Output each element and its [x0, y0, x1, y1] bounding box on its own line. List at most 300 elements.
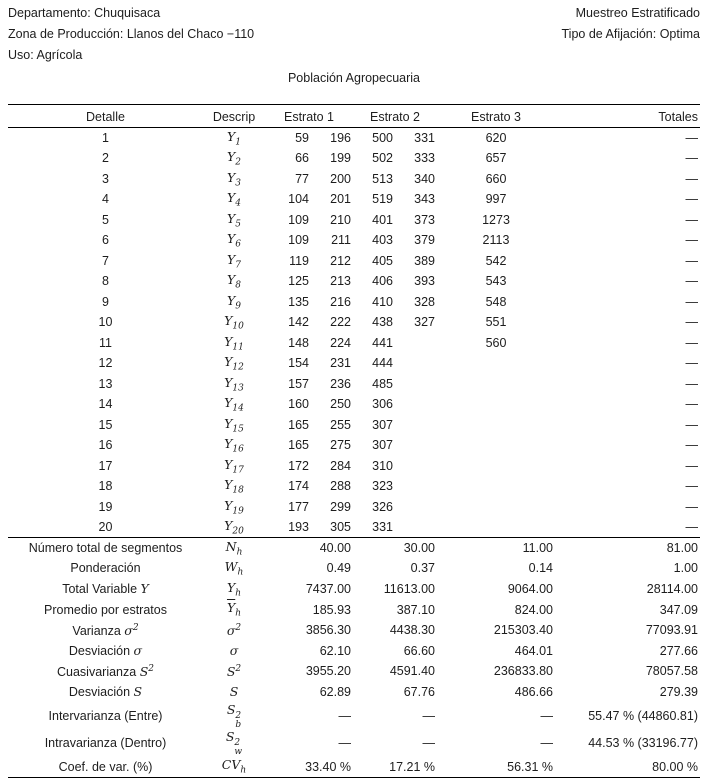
cell-descrip	[203, 476, 265, 497]
cell-estrato3	[437, 374, 555, 395]
cell-descrip	[203, 210, 265, 231]
cell-estrato3	[437, 394, 555, 415]
overbar: $\overline{Y}$	[226, 600, 236, 616]
data-rows	[8, 128, 700, 538]
math-symbol: S	[229, 684, 239, 700]
cell-detalle: 5	[102, 212, 109, 227]
header-right-block	[562, 3, 701, 66]
cell-estrato2-b: 343	[414, 192, 435, 207]
cell-estrato1-b: 288	[330, 479, 351, 494]
cell-estrato2-b: 389	[414, 253, 435, 268]
cell-estrato2-a: 310	[372, 458, 393, 473]
table-row	[8, 128, 700, 149]
cell-estrato2-b	[395, 353, 437, 374]
col-header-estrato3: Estrato 3	[437, 105, 555, 128]
cell-estrato1-b: 213	[330, 274, 351, 289]
cell-estrato3	[437, 435, 555, 456]
cell-estrato1-a: 172	[288, 458, 309, 473]
cell-estrato1-b: 231	[330, 356, 351, 371]
cell-estrato2-b	[395, 497, 437, 518]
cell-detalle: 2	[102, 151, 109, 166]
cell-estrato2-a: 444	[372, 356, 393, 371]
cell-estrato1-a: 174	[288, 479, 309, 494]
math-symbol: $S^2$	[139, 663, 154, 679]
cell-estrato2-b: 327	[414, 315, 435, 330]
cell-estrato2-b: 331	[414, 131, 435, 145]
math-symbol: σ	[133, 643, 143, 659]
cell-estrato2-a: 405	[372, 253, 393, 268]
col-header-descrip: Descrip	[203, 105, 265, 128]
math-symbol: $Y_{17}$	[224, 456, 244, 475]
cell-totales: 28114.00	[646, 581, 698, 596]
math-symbol: $\overline{Y}_h$	[226, 600, 242, 619]
cell-estrato3: —	[540, 708, 553, 723]
col-header-estrato1: Estrato 1	[265, 105, 353, 128]
math-symbol: $\sigma^2$	[124, 622, 139, 638]
math-symbol: $Y_2$	[227, 149, 241, 168]
cell-descrip	[203, 599, 265, 620]
math-symbol: $Y_4$	[227, 190, 241, 209]
table-row	[8, 476, 700, 497]
cell-totales: 1.00	[673, 561, 698, 576]
cell-estrato2-a: 485	[372, 376, 393, 391]
cell-descrip	[203, 230, 265, 251]
cell-estrato1-b: 236	[330, 376, 351, 391]
cell-estrato1: 62.89	[319, 684, 351, 699]
cell-descrip	[203, 189, 265, 210]
cell-estrato2-a: 326	[372, 499, 393, 514]
cell-estrato1-a: 125	[288, 274, 309, 289]
cell-estrato1-a: 177	[288, 499, 309, 514]
cell-estrato3	[437, 456, 555, 477]
cell-estrato2: 30.00	[353, 538, 437, 559]
departamento-line: Departamento: Chuquisaca	[8, 6, 161, 20]
cell-estrato1: —	[338, 708, 351, 723]
cell-totales: 44.53 % (33196.77)	[588, 735, 698, 750]
cell-totales: —	[685, 212, 698, 227]
cell-estrato2-a: 401	[372, 212, 393, 227]
cell-estrato3: 464.01	[514, 643, 553, 658]
cell-estrato1-a: 193	[288, 520, 309, 534]
cell-estrato1-b: 305	[330, 520, 351, 534]
cell-estrato1-a: 66	[295, 151, 309, 166]
cell-estrato3: 543	[485, 274, 507, 289]
cell-estrato3: 620	[485, 131, 507, 145]
cell-descrip	[203, 128, 265, 149]
cell-estrato2-a: 331	[372, 520, 393, 534]
cell-estrato3	[437, 415, 555, 436]
cell-totales: 81.00	[555, 538, 700, 559]
summary-row	[8, 702, 700, 729]
math-symbol: $Y_{12}$	[224, 354, 244, 373]
cell-descrip	[203, 435, 265, 456]
cell-estrato1: 7437.00	[305, 581, 351, 596]
poblacion-agropecuaria-table	[8, 104, 700, 778]
cell-totales: 77093.91	[645, 623, 698, 638]
cell-estrato1-b: 200	[330, 171, 351, 186]
cell-estrato2-b	[395, 435, 437, 456]
cell-estrato1: 3955.20	[305, 664, 351, 679]
cell-estrato2: —	[422, 735, 435, 750]
cell-totales: 80.00 %	[555, 757, 700, 778]
table-row	[8, 230, 700, 251]
cell-summary-label: Intravarianza (Dentro)	[44, 735, 167, 750]
cell-estrato1: 0.49	[326, 561, 351, 576]
zona-produccion-line: Zona de Producción: Llanos del Chaco −110	[8, 27, 255, 41]
table-row	[8, 415, 700, 436]
cell-estrato1-a: 154	[288, 356, 309, 371]
cell-totales: —	[685, 294, 698, 309]
cell-estrato1-b: 275	[330, 438, 351, 453]
cell-estrato2-a: 306	[372, 397, 393, 412]
math-symbol: $Y_7$	[227, 251, 241, 270]
cell-totales: —	[685, 171, 698, 186]
cell-descrip	[203, 558, 265, 579]
cell-descrip	[203, 353, 265, 374]
summary-row	[8, 579, 700, 600]
summary-row	[8, 558, 700, 579]
cell-estrato2-b	[395, 517, 437, 538]
cell-estrato3	[437, 517, 555, 538]
cell-estrato1: 33.40 %	[265, 757, 353, 778]
cell-totales: —	[685, 151, 698, 166]
cell-estrato1-b: 199	[330, 151, 351, 166]
table-row	[8, 148, 700, 169]
math-symbol: $Y_{18}$	[224, 477, 244, 496]
cell-estrato2: 17.21 %	[353, 757, 437, 778]
cell-estrato3: 542	[485, 253, 507, 268]
cell-estrato2-b	[395, 456, 437, 477]
cell-totales: 279.39	[659, 684, 698, 699]
cell-estrato3: 2113	[482, 233, 510, 248]
cell-estrato1-b: 212	[330, 253, 351, 268]
col-header-estrato2: Estrato 2	[353, 105, 437, 128]
math-symbol: Y	[140, 581, 149, 597]
cell-estrato3	[437, 476, 555, 497]
cell-estrato2-a: 307	[372, 417, 393, 432]
cell-estrato1-a: 109	[288, 233, 309, 248]
summary-row	[8, 757, 700, 778]
cell-descrip	[203, 333, 265, 354]
table-row	[8, 353, 700, 374]
cell-totales: —	[685, 458, 698, 473]
cell-estrato2-a: 441	[372, 335, 393, 350]
cell-estrato3: 548	[485, 294, 507, 309]
cell-detalle: 6	[102, 233, 109, 248]
table-row	[8, 271, 700, 292]
cell-estrato2: 387.10	[396, 602, 435, 617]
cell-totales: —	[685, 376, 698, 391]
cell-descrip	[203, 169, 265, 190]
cell-estrato2: 67.76	[403, 684, 435, 699]
math-symbol: $\sigma^2$	[226, 622, 242, 638]
cell-totales: —	[685, 520, 698, 534]
summary-row	[8, 620, 700, 641]
math-symbol: $N_h$	[225, 538, 243, 558]
summary-row	[8, 640, 700, 661]
cell-estrato3: 660	[485, 171, 507, 186]
cell-summary-label: Varianza $\sigma^2$	[72, 622, 139, 638]
cell-estrato2-b	[395, 476, 437, 497]
math-symbol: $Y_1$	[227, 128, 241, 148]
cell-estrato1-b: 224	[330, 335, 351, 350]
cell-estrato2-a: 438	[372, 315, 393, 330]
cell-estrato2-a: 513	[372, 171, 393, 186]
math-symbol: $Y_{14}$	[224, 395, 244, 414]
cell-estrato3: 1273	[482, 212, 510, 227]
cell-estrato3: 486.66	[514, 684, 553, 699]
cell-estrato1-a: 157	[288, 376, 309, 391]
table-row	[8, 456, 700, 477]
cell-detalle: 7	[102, 253, 109, 268]
cell-estrato1: 185.93	[312, 602, 351, 617]
table-row	[8, 333, 700, 354]
cell-estrato1-a: 142	[288, 315, 309, 330]
cell-totales: —	[685, 335, 698, 350]
cell-descrip	[203, 661, 265, 682]
cell-totales: —	[685, 397, 698, 412]
cell-estrato3: —	[540, 735, 553, 750]
cell-detalle: 10	[98, 315, 113, 330]
cell-estrato2-b	[395, 374, 437, 395]
table-row	[8, 435, 700, 456]
cell-descrip	[203, 620, 265, 641]
cell-descrip	[203, 702, 265, 729]
cell-descrip	[203, 415, 265, 436]
cell-estrato1: 40.00	[265, 538, 353, 559]
cell-descrip	[203, 682, 265, 703]
cell-estrato2-a: 519	[372, 192, 393, 207]
cell-estrato2-a: 500	[372, 131, 393, 145]
cell-estrato3: 0.14	[528, 561, 553, 576]
cell-estrato2: 11613.00	[383, 581, 435, 596]
cell-detalle: 4	[102, 192, 109, 207]
math-symbol: S 2 w	[225, 729, 243, 757]
cell-estrato1-b: 210	[330, 212, 351, 227]
table-row	[8, 374, 700, 395]
cell-totales: 347.09	[659, 602, 698, 617]
summary-row	[8, 538, 700, 559]
math-symbol: $Y_9$	[227, 292, 241, 311]
table-row	[8, 251, 700, 272]
cell-estrato2-b: 340	[414, 171, 435, 186]
cell-estrato1-a: 165	[288, 438, 309, 453]
cell-detalle: 20	[98, 520, 113, 534]
cell-estrato2-b: 379	[414, 233, 435, 248]
cell-descrip	[203, 497, 265, 518]
cell-estrato3: 236833.80	[493, 664, 553, 679]
cell-estrato3: 11.00	[437, 538, 555, 559]
table-title: Población Agropecuaria	[287, 71, 421, 85]
cell-totales: —	[685, 499, 698, 514]
cell-detalle: 8	[102, 274, 109, 289]
cell-summary-label: Promedio por estratos	[44, 602, 167, 617]
cell-estrato3	[437, 497, 555, 518]
muestreo-line: Muestreo Estratificado	[575, 6, 700, 20]
math-symbol: $Y_{11}$	[224, 333, 244, 352]
cell-totales: —	[685, 192, 698, 207]
cell-estrato1-b: 222	[330, 315, 351, 330]
math-symbol: $Y_h$	[226, 579, 242, 599]
cell-estrato1: —	[338, 735, 351, 750]
cell-estrato2: —	[422, 708, 435, 723]
math-symbol: S 2 b	[226, 702, 242, 730]
uso-line: Uso: Agrícola	[8, 48, 83, 62]
cell-estrato1-a: 135	[288, 294, 309, 309]
cell-summary-label: Intervarianza (Entre)	[48, 708, 163, 723]
cell-descrip	[203, 456, 265, 477]
math-symbol: $S^2$	[226, 663, 242, 679]
cell-descrip	[203, 312, 265, 333]
cell-estrato1-b: 216	[330, 294, 351, 309]
cell-estrato2-a: 403	[372, 233, 393, 248]
math-symbol: $Y_5$	[227, 210, 241, 229]
cell-totales: —	[685, 274, 698, 289]
cell-detalle: 12	[98, 356, 113, 371]
math-symbol: S	[133, 684, 143, 700]
cell-descrip	[203, 640, 265, 661]
cell-descrip	[203, 579, 265, 600]
table-row	[8, 210, 700, 231]
cell-detalle: 1	[102, 131, 109, 145]
cell-descrip	[203, 251, 265, 272]
cell-descrip	[203, 292, 265, 313]
cell-totales: —	[685, 356, 698, 371]
table-row	[8, 312, 700, 333]
summary-rows	[8, 538, 700, 778]
cell-totales: —	[685, 131, 698, 145]
cell-estrato3: 9064.00	[507, 581, 553, 596]
cell-totales: —	[685, 233, 698, 248]
cell-estrato2-b	[395, 415, 437, 436]
cell-estrato1-b: 250	[330, 397, 351, 412]
cell-estrato3: 56.31 %	[437, 757, 555, 778]
math-symbol: $Y_{20}$	[224, 517, 244, 537]
cell-estrato1: 62.10	[319, 643, 351, 658]
cell-detalle: 9	[102, 294, 109, 309]
math-symbol: $CV_h$	[221, 757, 247, 776]
cell-totales: 55.47 % (44860.81)	[588, 708, 698, 723]
math-symbol: $Y_6$	[227, 231, 241, 250]
math-symbol: $Y_{13}$	[224, 374, 244, 393]
cell-estrato1-a: 77	[295, 171, 309, 186]
summary-row	[8, 661, 700, 682]
cell-detalle: 16	[98, 438, 113, 453]
cell-descrip	[203, 538, 265, 559]
header-left-block	[8, 3, 254, 66]
math-symbol: $Y_{15}$	[224, 415, 244, 434]
cell-descrip	[203, 271, 265, 292]
cell-totales: —	[685, 417, 698, 432]
cell-totales: —	[685, 479, 698, 494]
cell-estrato2-b	[395, 394, 437, 415]
cell-summary-label: Total Variable Y	[62, 581, 149, 597]
cell-estrato2-a: 406	[372, 274, 393, 289]
math-symbol: $Y_3$	[227, 169, 241, 188]
cell-estrato2-b: 333	[414, 151, 435, 166]
cell-estrato1-a: 160	[288, 397, 309, 412]
cell-detalle: 18	[98, 479, 113, 494]
cell-estrato2-b: 373	[414, 212, 435, 227]
cell-estrato3: 551	[485, 315, 507, 330]
cell-summary-label: Ponderación	[70, 561, 141, 576]
document-header	[0, 0, 708, 66]
table-row	[8, 517, 700, 538]
cell-estrato2-a: 323	[372, 479, 393, 494]
cell-estrato2-a: 307	[372, 438, 393, 453]
cell-descrip	[203, 394, 265, 415]
cell-estrato1-a: 119	[289, 253, 309, 268]
cell-estrato1-b: 299	[330, 499, 351, 514]
cell-estrato1-a: 59	[295, 131, 309, 145]
cell-estrato2-b: 328	[414, 294, 435, 309]
table-row	[8, 497, 700, 518]
table-head	[8, 105, 700, 128]
cell-summary-label: Desviación S	[68, 684, 143, 700]
cell-descrip	[203, 374, 265, 395]
cell-estrato3	[437, 353, 555, 374]
cell-detalle: 14	[98, 397, 113, 412]
cell-detalle: 13	[98, 376, 113, 391]
afijacion-line: Tipo de Afijación: Optima	[561, 27, 700, 41]
table-row	[8, 189, 700, 210]
math-symbol: σ	[229, 643, 239, 659]
summary-row	[8, 682, 700, 703]
cell-estrato2-b	[395, 333, 437, 354]
cell-estrato2: 4591.40	[389, 664, 435, 679]
cell-estrato3: 560	[485, 335, 507, 350]
cell-summary-label: Coef. de var. (%)	[8, 757, 203, 778]
table-row	[8, 169, 700, 190]
cell-descrip	[203, 757, 265, 778]
cell-totales: —	[685, 253, 698, 268]
math-symbol: $Y_{19}$	[224, 497, 244, 516]
sup-sub-stack: 2 w	[234, 738, 243, 757]
cell-estrato1-b: 201	[330, 192, 351, 207]
cell-estrato1-b: 255	[330, 417, 351, 432]
cell-estrato3: 997	[485, 192, 507, 207]
cell-estrato1-a: 148	[288, 335, 309, 350]
cell-descrip	[203, 517, 265, 538]
sup-sub-stack: 2 b	[235, 711, 242, 730]
cell-estrato2-a: 502	[372, 151, 393, 166]
cell-estrato1-b: 211	[331, 233, 351, 248]
math-symbol: $W_h$	[224, 559, 244, 578]
cell-descrip	[203, 729, 265, 756]
cell-estrato1-b: 196	[330, 131, 351, 145]
cell-detalle: 17	[98, 458, 113, 473]
cell-estrato1-a: 109	[288, 212, 309, 227]
cell-totales: 78057.58	[645, 664, 698, 679]
cell-estrato1-a: 165	[288, 417, 309, 432]
cell-totales: —	[685, 438, 698, 453]
cell-detalle: 15	[98, 417, 113, 432]
table-row	[8, 292, 700, 313]
cell-descrip	[203, 148, 265, 169]
cell-totales: 277.66	[659, 643, 698, 658]
cell-estrato2-a: 410	[372, 294, 393, 309]
cell-summary-label: Desviación σ	[68, 643, 143, 659]
cell-detalle: 19	[98, 499, 113, 514]
col-header-totales: Totales	[555, 105, 700, 128]
col-header-detalle: Detalle	[8, 105, 203, 128]
header-row	[8, 105, 700, 128]
summary-row	[8, 599, 700, 620]
cell-estrato3: 215303.40	[493, 623, 553, 638]
cell-detalle: 3	[102, 171, 109, 186]
cell-summary-label: Cuasivarianza $S^2$	[57, 663, 154, 679]
cell-estrato2: 66.60	[403, 643, 435, 658]
